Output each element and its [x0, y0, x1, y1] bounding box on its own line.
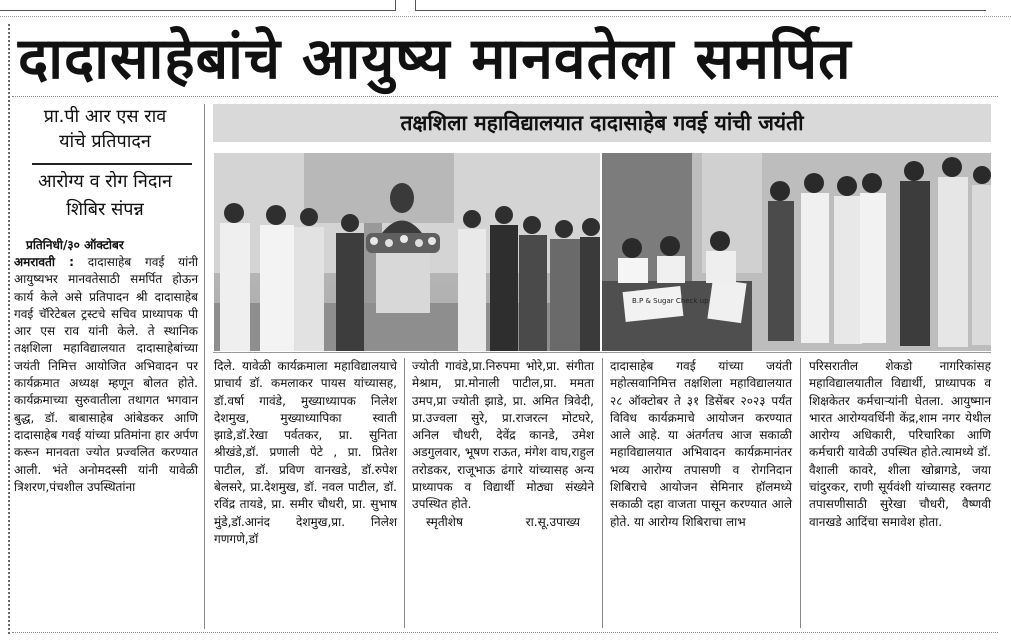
headline-rule	[12, 96, 998, 97]
column-3-text: दादासाहेब गवई यांच्या जयंती महोत्सवानिमित्त तक्षशिला महाविद्यालयात २८ ऑक्टोबर ते ३१ डिसेंबर २०२३ पर्यंत विविध कार्यक्रमाचे आयोजन करण्यात आले आहे. या अंतर्गतच आज सकाळी महाविद्यालयात अभिवादन कार्यक्रमानंतर भव्य आरोग्य तपासणी व रोगनिदान शिबिराचे आयोजन सेमिनार हॉलमध्ये सकाळी दहा वाजता पासून करण्यात आले होते. या आरोग्य शिबिराचा लाभ	[610, 359, 792, 529]
subheadline-banner: तक्षशिला महाविद्यालयात दादासाहेब गवई यांची जयंती	[213, 104, 991, 142]
left-dotted-margin	[8, 24, 10, 634]
signoff-left: स्मृतीशेष	[426, 514, 463, 529]
column-1-text: दिले. यावेळी कार्यक्रमाला महाविद्यालयाचे प्राचार्य डॉ. कमलाकर पायस यांच्यासह, डॉ.वर्षा गावंडे, मुख्याध्यापक निलेश देशमुख, मुख्याध्यापिका स्वाती झाडे,डॉ.रेखा पर्वतकर, प्रा. सुनिता श्रीखंडे,डॉ. प्रणाली पेटे , प्रा. प्रितेश पाटील, डॉ. प्रविण वानखडे, डॉ.रुपेश बेलसरे, प्रा.देशमुख, डॉ. नवल पाटील, डॉ. रविंद्र तायडे, प्रा. समीर चौधरी, प्रा. सुभाष मुंडे,डॉ.आनंद देशमुख,प्रा. निलेश गणगणे,डॉ	[214, 359, 397, 546]
tribute-photo-illustration	[214, 153, 600, 351]
event-photo-health-camp	[602, 153, 991, 351]
top-strip	[0, 0, 1011, 17]
article-column-1	[214, 358, 397, 548]
dateline: प्रतिनिधी/३० ऑक्टोबर	[26, 238, 124, 252]
column-rule-1	[404, 358, 405, 628]
health-check-table	[602, 279, 752, 351]
article-column-3	[610, 358, 792, 531]
photo-bottom-rule	[213, 352, 991, 353]
sidebar-title-line2: यांचे प्रतिपादन	[59, 131, 151, 152]
event-photo-tribute	[214, 153, 600, 351]
health-camp-illustration	[602, 153, 991, 351]
column-2-text: ज्योती गावंडे,प्रा.निरुपमा भोरे,प्रा. संगीता मेश्राम, प्रा.मोनाली पाटील,प्रा. ममता उमप,प्रा ज्योती झाडे, प्रा. अमित त्रिवेदी, प्रा.उज्वला सुरे, प्रा.राजरत्न मोटघरे, अनिल चौधरी, देवेंद्र कानडे, उमेश अडगुलवार, भूषण राऊत, मंगेश वाघ,राहुल तरोडकर, राजूभाऊ ढंगारे यांच्यासह अन्य प्राध्यापक व विद्यार्थी मोठ्या संख्येने उपस्थित होते.	[412, 359, 594, 512]
previous-article-box-left	[0, 0, 396, 11]
article-column-2	[412, 358, 594, 531]
sidebar-title-line1: प्रा.पी आर एस राव	[43, 106, 167, 127]
bp-sugar-sign: B.P & Sugar Check up	[632, 297, 709, 305]
sidebar-article-body	[14, 254, 198, 496]
sidebar-divider	[32, 163, 192, 165]
column-4-text: परिसरातील शेकडो नागरिकांसह महाविद्यालयातील विद्यार्थी, प्राध्यापक व शिक्षकेतर कर्मचाऱ्यांनी घेतला. आयुष्मान भारत आरोग्यवर्धिनी केंद्र,शाम नगर येथील आरोग्य अधिकारी, परिचारिका आणि कर्मचारी यावेळी उपस्थित होते.त्यामध्ये डॉ. वैशाली कावरे, शीला खोब्रागडे, जया चांदुरकर, राणी सूर्यवंशी यांच्यासह रक्तगट तपासणीसाठी सुरेखा चौधरी, वैष्णवी वानखडे आदिंचा समावेश होता.	[809, 359, 991, 529]
column-rule-3	[800, 358, 801, 628]
bottom-rule	[12, 632, 998, 633]
column-2-signoff	[412, 514, 594, 531]
sidebar-sub-line1: आरोग्य व रोग निदान	[37, 171, 173, 192]
sidebar-body-text: दादासाहेब गवई यांनी आयुष्यभर मानवतेसाठी समर्पित होऊन कार्य केले असे प्रतिपादन श्री दादासाहेब गवई चॅरिटेबल ट्रस्टचे सचिव प्राध्यापक पी आर एस राव यांनी केले. ते स्थानिक तक्षशिला महाविद्यालयात दादासाहेबांच्या जयंती निमित्त आयोजित अभिवादन पर कार्यक्रमात अध्यक्ष म्हणून बोलत होते. कार्यक्रमाच्या सुरुवातीला तथागत भगवान बुद्ध, डॉ. बाबासाहेब आंबेडकर आणि दादासाहेब गवई यांच्या प्रतिमांना हार अर्पण करून मानवता ज्योत प्रज्वलित करण्यात आली. भंते अनोमदस्सी यांनी यावेळी त्रिशरण,पंचशील उपस्थितांना	[14, 255, 198, 494]
sidebar-subtitle	[14, 168, 196, 224]
previous-article-box-right	[415, 0, 986, 11]
sidebar-vertical-rule	[204, 104, 205, 629]
place-lead: अमरावती :	[14, 255, 74, 269]
headline: दादासाहेबांचे आयुष्य मानवतेला समर्पित	[18, 26, 852, 92]
sidebar-title	[14, 104, 196, 154]
flower-garland-icon	[366, 233, 440, 253]
signoff-right: रा.सू.उपाख्य	[525, 514, 580, 529]
column-rule-2	[602, 358, 603, 628]
sidebar-sub-line2: शिबिर संपन्न	[66, 199, 144, 220]
article-column-4	[809, 358, 991, 531]
